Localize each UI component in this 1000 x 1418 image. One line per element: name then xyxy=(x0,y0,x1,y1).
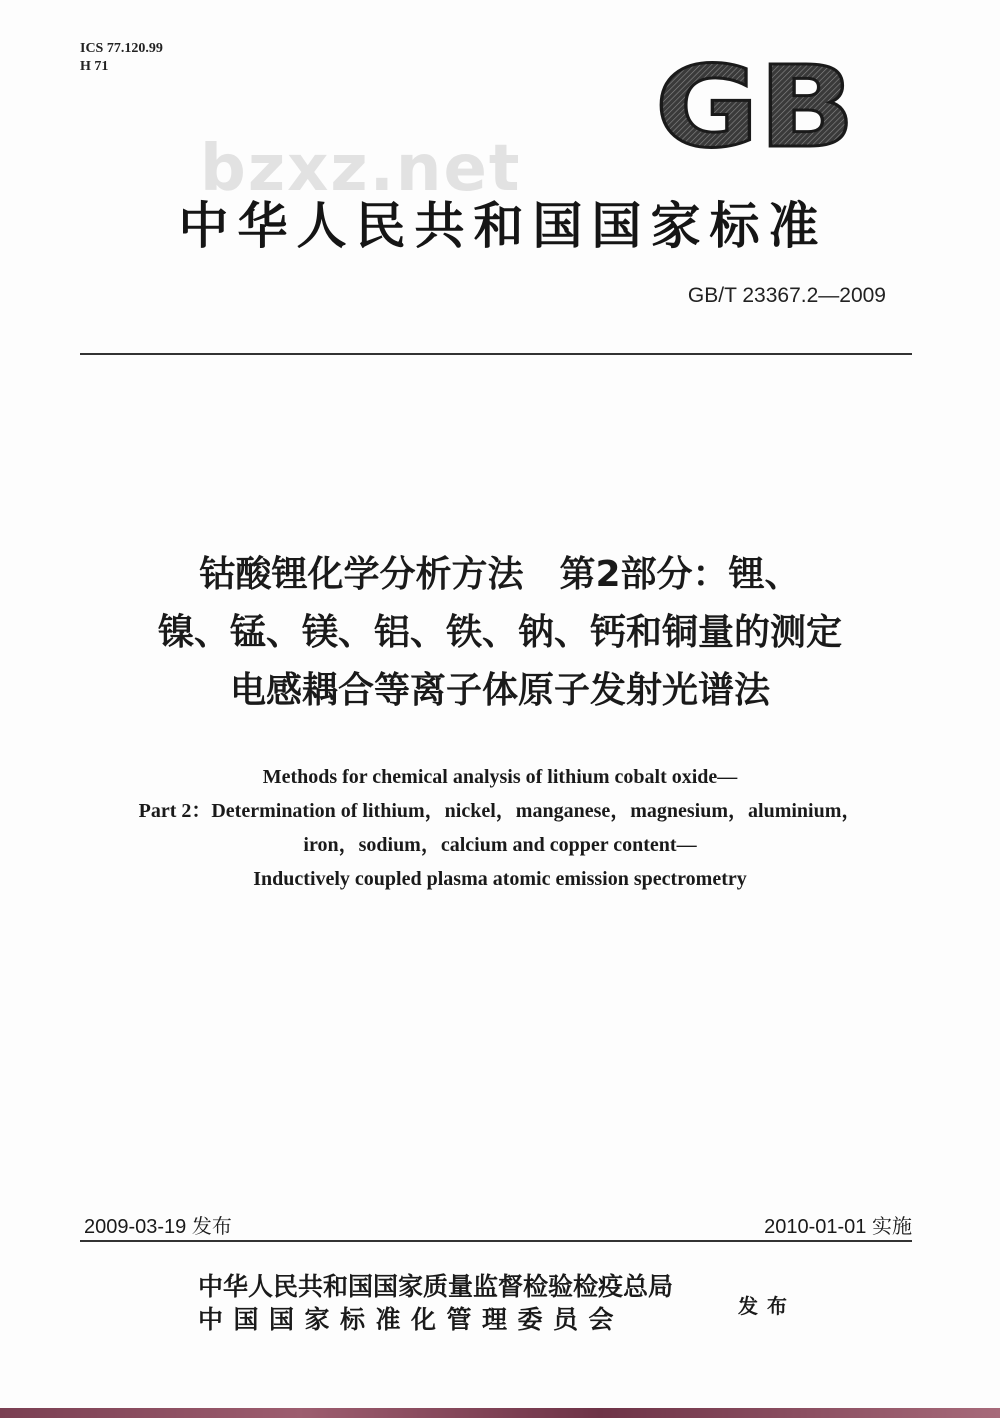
issuer-line: 中国国家标准化管理委员会 xyxy=(198,1305,625,1334)
header-divider xyxy=(80,353,912,355)
gb-logo-text: GB xyxy=(655,58,855,154)
watermark: bzxz.net xyxy=(200,132,522,206)
classification-codes xyxy=(80,40,163,76)
national-standard-title: 中华人民共和国国家标准 xyxy=(178,196,828,255)
english-title-line: Part 2：Determination of lithium，nickel，manganese，magnesium，aluminium， xyxy=(138,800,862,822)
issue-label: 发布 xyxy=(738,1294,796,1318)
chinese-title-line: 镍、锰、镁、铝、铁、钠、钙和铜量的测定 xyxy=(157,612,842,653)
english-title-line: iron，sodium，calcium and copper content— xyxy=(303,834,697,856)
issue-date: 2009-03-19 发布 xyxy=(84,1216,232,1238)
chinese-title-line: 电感耦合等离子体原子发射光谱法 xyxy=(229,670,770,711)
gb-logo xyxy=(650,58,860,154)
english-title-line: Inductively coupled plasma atomic emission spectrometry xyxy=(253,868,747,890)
ics-code: ICS 77.120.99 xyxy=(80,41,163,56)
standard-number: GB/T 23367.2—2009 xyxy=(687,284,886,307)
english-title-line: Methods for chemical analysis of lithium cobalt oxide— xyxy=(262,766,738,788)
implementation-date: 2010-01-01 实施 xyxy=(764,1216,912,1238)
bottom-edge-strip xyxy=(0,1408,1000,1418)
ccs-code: H 71 xyxy=(80,59,109,74)
date-row xyxy=(80,1210,912,1238)
issuing-authorities xyxy=(198,1270,673,1336)
chinese-title-line: 钴酸锂化学分析方法 第2部分：锂、 xyxy=(199,554,801,595)
issuer-line: 中华人民共和国国家质量监督检验检疫总局 xyxy=(198,1272,674,1301)
chinese-title xyxy=(0,546,1000,720)
english-title xyxy=(0,760,1000,896)
footer-divider xyxy=(80,1240,912,1242)
